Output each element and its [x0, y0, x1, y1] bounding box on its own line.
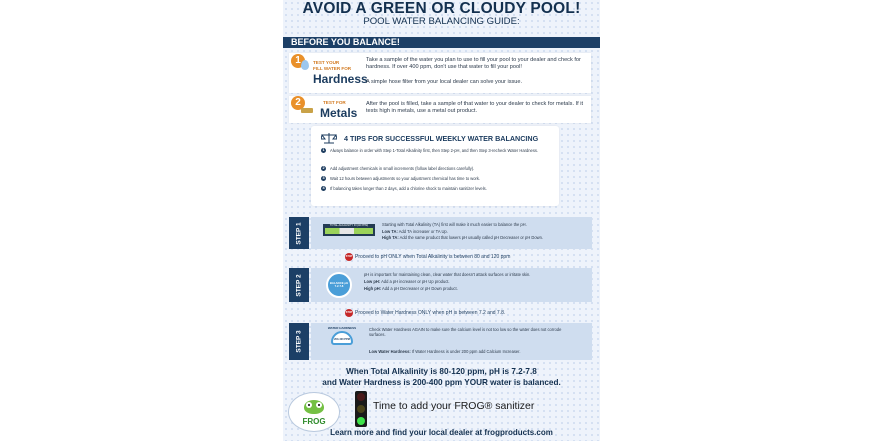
low-ta-text: Add TA increaser or TA Up.	[397, 229, 448, 234]
tip-text-2: Add adjustment chemicals in small increments (follow label directions carefully).	[330, 166, 475, 171]
high-ta-label: High TA:	[382, 235, 399, 240]
low-ta-label: Low TA:	[382, 229, 398, 234]
low-ph-text: Add a pH increaser or pH Up product.	[380, 279, 450, 284]
water-drop-icon	[301, 60, 309, 70]
tip-number-1: 1	[322, 148, 325, 152]
stop-icon-2: STOP	[345, 309, 353, 317]
tips-heading: 4 TIPS FOR SUCCESSFUL WEEKLY WATER BALANCING	[344, 134, 539, 143]
stop-icon-1: STOP	[345, 253, 353, 261]
hardness-filter-text: A simple hose filter from your local dealer can solve your issue.	[366, 79, 523, 85]
step-1-label: STEP 1	[295, 221, 303, 245]
alkalinity-chart-icon	[323, 224, 375, 236]
traffic-light-red	[357, 393, 365, 401]
step-badge-2: 2	[291, 96, 305, 110]
step-2-line-3	[364, 286, 588, 291]
tip-text-3: Wait 12 hours between adjustments so your adjustment chemical has time to work.	[330, 176, 481, 181]
hardness-label-top: TEST YOUR	[313, 60, 340, 65]
step-2-label: STEP 2	[295, 273, 303, 297]
frog-logo	[288, 392, 340, 432]
step-1-tab	[289, 217, 309, 249]
hardness-label-big: Hardness	[313, 72, 368, 86]
low-hardness-label: Low Water Hardness:	[369, 349, 411, 354]
metals-label-top: TEST FOR	[323, 100, 346, 105]
hardness-gauge-value: 200-400 PPM	[334, 338, 350, 341]
sanitizer-text: Time to add your FROG® sanitizer	[373, 400, 535, 412]
high-ph-label: High pH:	[364, 286, 382, 291]
hardness-text: Take a sample of the water you plan to use to fill your pool to your dealer and check for hardness. If over 400 ppm, don't use that water to fill your pool!	[366, 57, 581, 71]
scale-icon	[321, 131, 337, 143]
ph-balance-icon	[326, 272, 352, 298]
alkalinity-chart-label: TOTAL ALKALINITY IN (40 PPM)	[329, 224, 369, 227]
tip-text-1: Always balance in order with Step 1-Total Alkalinity first, then Step 2-pH, and then Step 3-recheck Water Hardness.	[330, 148, 539, 153]
high-ta-text: Add the same product that lowers pH usually called pH Decreaser or pH Down.	[398, 235, 544, 240]
hardness-gauge-label: WATER HARDNESS	[327, 326, 357, 330]
hardness-gauge-dial	[331, 331, 353, 345]
balanced-line-2: and Water Hardness is 200-400 ppm YOUR water is balanced.	[322, 378, 561, 387]
proceed-to-hardness: Proceed to Water Hardness ONLY when pH is between 7.2 and 7.8.	[355, 310, 506, 316]
before-banner: BEFORE YOU BALANCE!	[283, 37, 600, 48]
metals-text: After the pool is filled, take a sample of that water to your dealer to check for metals. If it tests high in metals, use a metal out product.	[366, 101, 584, 115]
step-2-tab	[289, 268, 309, 302]
ph-balance-label: BALANCE pH 7.2-7.8	[329, 281, 349, 289]
traffic-light-green	[357, 417, 365, 425]
poster-subtitle: POOL WATER BALANCING GUIDE:	[363, 16, 520, 27]
frog-eye-right-icon	[316, 402, 322, 408]
tip-number-2: 2	[322, 166, 325, 170]
high-ph-text: Add a pH Decreaser or pH Down product.	[381, 286, 458, 291]
poster-title: AVOID A GREEN OR CLOUDY POOL!	[302, 0, 581, 17]
frog-face-icon	[304, 400, 324, 414]
metals-label-big: Metals	[320, 106, 358, 120]
step-1-line-3	[382, 235, 588, 240]
alkalinity-gauge-bar	[325, 228, 373, 234]
low-ph-label: Low pH:	[364, 279, 381, 284]
hardness-label-mid: FILL WATER FOR	[313, 66, 352, 71]
traffic-light-yellow	[357, 405, 365, 413]
metal-bars-icon	[301, 108, 313, 113]
traffic-light-icon	[355, 391, 367, 427]
pool-guide-poster	[283, 0, 600, 441]
tip-number-3: 3	[322, 176, 325, 180]
step-2-line-1: pH is important for maintaining clean, clear water that doesn't attack surfaces or irritate skin.	[364, 272, 531, 277]
frog-logo-text: FROG	[302, 417, 326, 426]
low-hardness-text: If Water Hardness is under 200 ppm add Calcium Increaser.	[410, 349, 521, 354]
step-3-line-1: Check Water Hardness AGAIN to make sure the calcium level is not too low so the water does not corrode surfaces.	[369, 327, 562, 338]
learn-more-text: Learn more and find your local dealer at frogproducts.com	[330, 428, 553, 437]
step-badge-1: 1	[291, 54, 305, 68]
hardness-gauge-icon	[325, 326, 359, 356]
step-1-line-2	[382, 229, 588, 234]
step-3-label: STEP 3	[295, 330, 303, 353]
frog-eye-left-icon	[306, 402, 312, 408]
tip-text-4: If balancing takes longer than 2 days, add a chlorine shock to maintain sanitizer levels.	[330, 186, 487, 191]
step-1-line-1: Starting with Total Alkalinity (TA) first will make it much easier to balance the pH.	[382, 222, 527, 227]
step-3-tab	[289, 323, 309, 360]
step-2-line-2	[364, 279, 588, 284]
tip-number-4: 4	[322, 186, 325, 190]
step-3-line-3	[369, 349, 589, 354]
balanced-line-1: When Total Alkalinity is 80-120 ppm, pH is 7.2-7.8	[346, 367, 537, 376]
proceed-to-ph: Proceed to pH ONLY when Total Alkalinity is between 80 and 120 ppm	[355, 254, 511, 260]
